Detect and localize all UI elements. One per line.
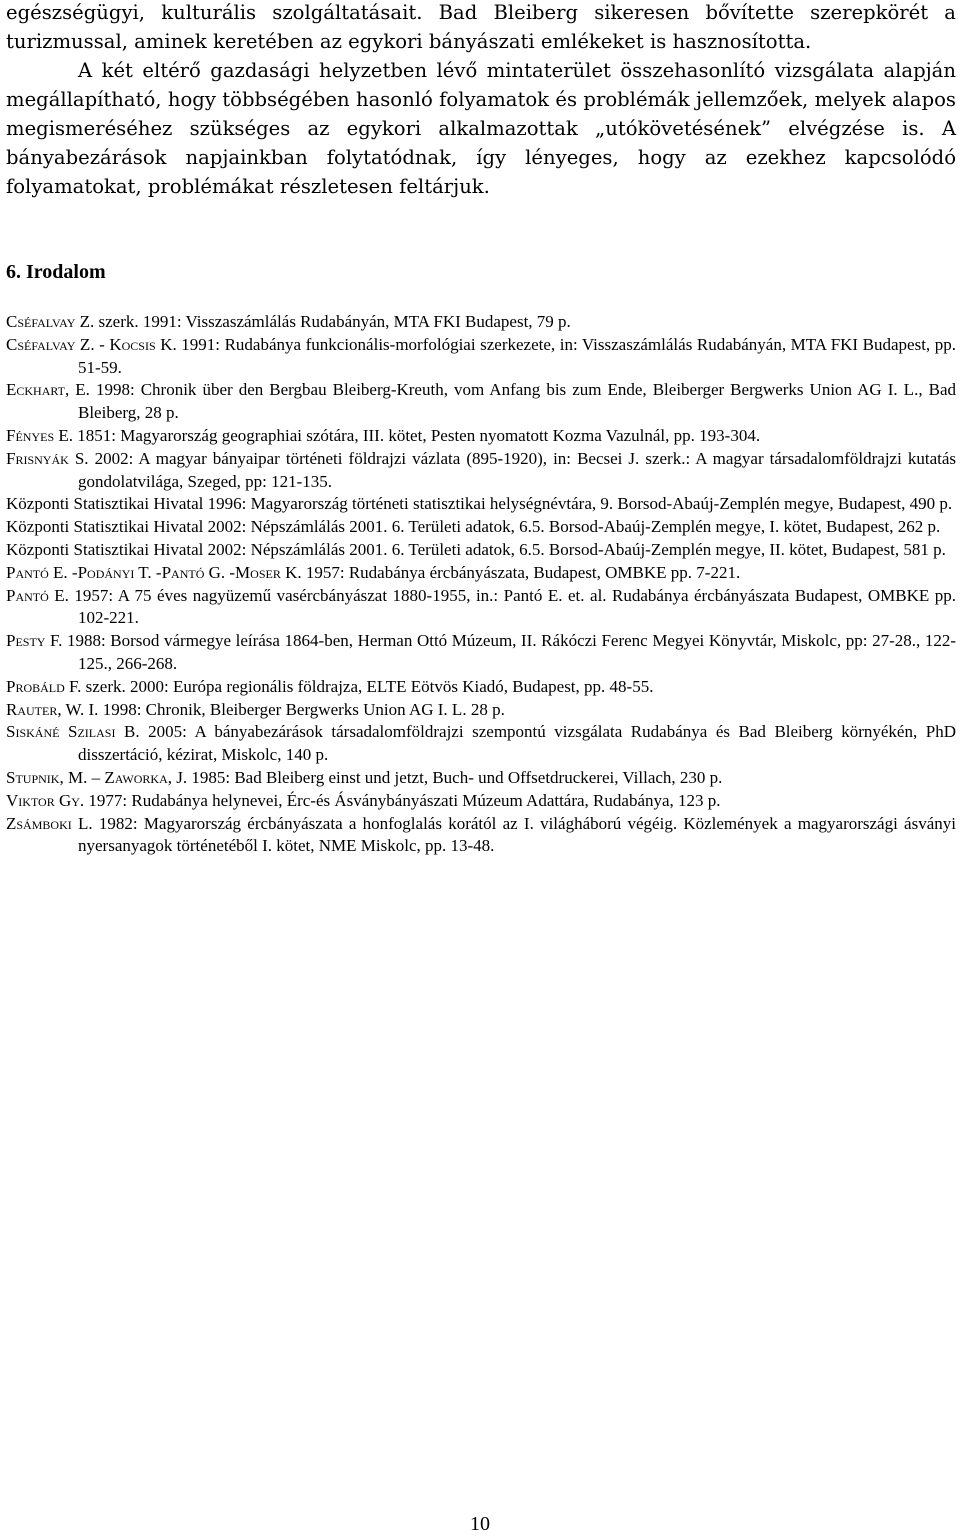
reference-text: 1988: Borsod vármegye leírása 1864-ben, Herman Ottó Múzeum, II. Rákóczi Ferenc Megyei Könyvtár, Miskolc, pp: 27-28., 122-125., 266-268. bbox=[62, 631, 956, 673]
reference-item bbox=[6, 379, 956, 425]
reference-author: Eckhart, E. bbox=[6, 380, 90, 400]
reference-item bbox=[6, 790, 956, 813]
reference-author: Pesty F. bbox=[6, 631, 63, 651]
reference-text: 1957: Rudabánya ércbányászata, Budapest, OMBKE pp. 7-221. bbox=[301, 562, 741, 582]
reference-text: 1991: Rudabánya funkcionális-morfológiai szerkezete, in: Visszaszámlálás Rudabányán, MTA FKI Budapest, pp. 51-59. bbox=[78, 334, 956, 377]
reference-text: 2005: A bányabezárások társadalomföldrajzi szempontú vizsgálata Rudabánya és Bad Bleiberg környékén, PhD disszertáció, kézirat, Miskolc, 140 p. bbox=[78, 722, 956, 765]
reference-author: Pantó E. bbox=[6, 585, 69, 605]
reference-item bbox=[6, 585, 956, 631]
reference-item bbox=[6, 630, 956, 676]
reference-text: szerk. 2000: Európa regionális földrajza, ELTE Eötvös Kiadó, Budapest, pp. 48-55. bbox=[81, 676, 654, 696]
reference-text: Központi Statisztikai Hivatal 2002: Népszámlálás 2001. 6. Területi adatok, 6.5. Borsod-Abaúj-Zemplén megye, I. kötet, Budapest, 262 p. bbox=[6, 517, 941, 537]
reference-author: Probáld F. bbox=[6, 676, 82, 696]
reference-item bbox=[6, 493, 956, 516]
section-heading: 6. Irodalom bbox=[6, 261, 106, 283]
reference-text: 1998: Chronik über den Bergbau Bleiberg-Kreuth, vom Anfang bis zum Ende, Bleiberger Bergwerks Union AG I. L., Bad Bleiberg, 28 p. bbox=[78, 380, 956, 423]
reference-item bbox=[6, 425, 956, 448]
reference-text: 1998: Chronik, Bleiberger Bergwerks Union AG I. L. 28 p. bbox=[98, 699, 505, 719]
reference-item bbox=[6, 516, 956, 539]
reference-text: 1982: Magyarország ércbányászata a honfoglalás korától az I. világháború végéig. Közlemények a magyarországi ásványi nyersanyagok történetéből I. kötet, NME Miskolc, pp. 13-48. bbox=[78, 813, 956, 856]
body-paragraph: egészségügyi, kulturális szolgáltatásait. Bad Bleiberg sikeresen bővítette szerepkörét a turizmussal, aminek keretében az egykori bányászati emlékeket is hasznosította. bbox=[6, 1, 956, 53]
reference-author: Frisnyák S. bbox=[6, 448, 89, 468]
reference-author: Zsámboki L. bbox=[6, 813, 93, 833]
reference-author: Pantó E. -Podányi T. -Pantó G. -Moser K. bbox=[6, 562, 302, 582]
reference-item bbox=[6, 767, 956, 790]
reference-text: 1985: Bad Bleiberg einst und jetzt, Buch- und Offsetdruckerei, Villach, 230 p. bbox=[187, 767, 723, 787]
reference-text: 1957: A 75 éves nagyüzemű vasércbányászat 1880-1955, in.: Pantó E. et. al. Rudabánya ércbányászata Budapest, OMBKE pp. 102-221. bbox=[68, 585, 956, 628]
reference-text: Központi Statisztikai Hivatal 1996: Magyarország történeti statisztikai helységnévtára, 9. Borsod-Abaúj-Zemplén megye, Budapest, 490 p. bbox=[6, 494, 953, 514]
reference-author: Rauter, W. I. bbox=[6, 699, 99, 719]
reference-author: Cséfalvay Z. bbox=[6, 312, 95, 331]
reference-item bbox=[6, 721, 956, 767]
reference-text: 2002: A magyar bányaipar történeti földrajzi vázlata (895-1920), in: Becsei J. szerk.: A magyar társadalomföldrajzi kutatás gondolatvilága, Szeged, pp: 121-135. bbox=[78, 448, 957, 491]
reference-item bbox=[6, 539, 956, 562]
reference-author: Siskáné Szilasi B. bbox=[6, 722, 140, 742]
reference-text: Központi Statisztikai Hivatal 2002: Népszámlálás 2001. 6. Területi adatok, 6.5. Borsod-Abaúj-Zemplén megye, II. kötet, Budapest, 581 p. bbox=[6, 539, 946, 559]
body-paragraph: A két eltérő gazdasági helyzetben lévő mintaterület összehasonlító vizsgálata alapján megállapítható, hogy többségében hasonló folyamatok és problémák jellemzőek, melyek alapos megismeréséhez szükséges az egykori alkalmazottak „utókövetésének” elvégzése is. A bányabezárások napjainkban folytatódnak, így lényeges, hogy az ezekhez kapcsolódó folyamatokat, problémákat részletesen feltárjuk. bbox=[6, 59, 956, 198]
reference-author: Viktor Gy. bbox=[6, 790, 85, 810]
reference-item bbox=[6, 676, 956, 699]
reference-author: Stupnik, M. – Zaworka, J. bbox=[6, 767, 188, 787]
reference-item bbox=[6, 813, 956, 859]
reference-author: Cséfalvay Z. - Kocsis K. bbox=[6, 334, 177, 354]
reference-item bbox=[6, 448, 956, 494]
reference-list bbox=[6, 311, 956, 858]
document-page bbox=[6, 0, 957, 856]
reference-text: 1977: Rudabánya helynevei, Érc-és Ásványbányászati Múzeum Adattára, Rudabánya, 123 p. bbox=[84, 790, 721, 810]
reference-item bbox=[6, 311, 956, 334]
reference-item bbox=[6, 334, 956, 380]
page-number: 10 bbox=[470, 1513, 490, 1535]
reference-author: Fényes E. bbox=[6, 425, 74, 445]
reference-text: 1851: Magyarország geographiai szótára, III. kötet, Pesten nyomatott Kozma Vazulnál, pp. 193-304. bbox=[73, 425, 761, 445]
reference-item bbox=[6, 699, 956, 722]
reference-item bbox=[6, 562, 956, 585]
reference-text: szerk. 1991: Visszaszámlálás Rudabányán, MTA FKI Budapest, 79 p. bbox=[94, 312, 571, 331]
